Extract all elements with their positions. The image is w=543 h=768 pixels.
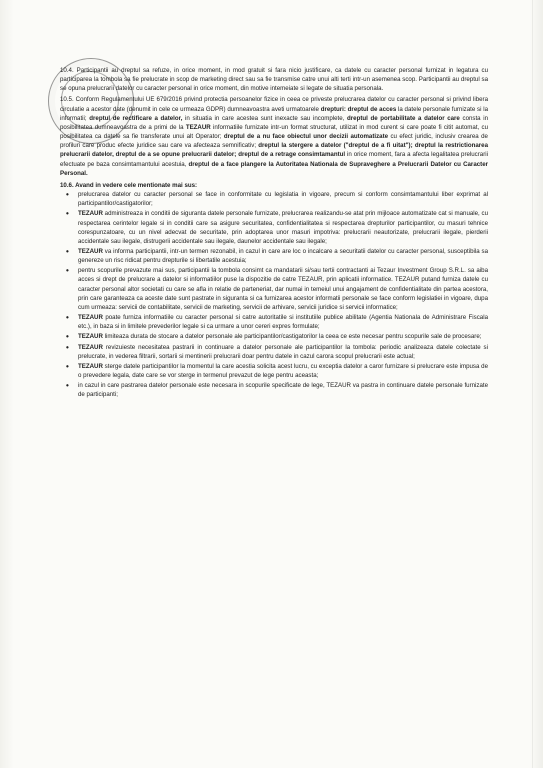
list-item-bold: TEZAUR — [78, 314, 103, 322]
list-item — [78, 266, 488, 312]
list-item — [78, 209, 488, 246]
list-item-bold: TEZAUR — [78, 333, 103, 341]
list-item-text: prelucrarea datelor cu caracter personal se face in conformitate cu legislatia in vigoare, precum si conform consimtamantului liber exprimat al participantilor/castigatorilor; — [78, 191, 488, 208]
page-edge-shadow — [532, 0, 533, 768]
list-item — [78, 381, 488, 399]
list-item-text: poate furniza informatiile cu caracter personal si catre autoritatile si institutiile publice abilitate (Agentia Nationala de Administrare Fiscala etc.), in baza si in limitele prevederilor legale si ca urmare a unor cereri expres formulate; — [78, 314, 488, 331]
list-item — [78, 247, 488, 265]
p10-5-bold-7: dreptul de a face plangere la Autoritatea Nationala de Supraveghere a Prelucrarii Datelor cu Caracter Personal. — [60, 160, 488, 177]
list-item-bold: TEZAUR — [78, 247, 103, 255]
list-item — [78, 190, 488, 208]
p10-5-text-h: in orice moment, fara a afecta legalitatea prelucrarii efectuate pe baza consimtamantului acestuia, — [60, 151, 488, 168]
list-item-bold: TEZAUR — [78, 210, 103, 218]
list-item-bold: TEZAUR — [78, 343, 103, 351]
bullet-list — [60, 190, 488, 399]
paragraph-10-5 — [60, 95, 488, 177]
list-item — [78, 362, 488, 380]
list-item-text: revizuieste necesitatea pastrarii in continuare a datelor personale ale participantilor la tombola: periodic analizeaza datele colectate si prelucrate, in vederea filtrarii, sortarii si mentinerii prelucrarii doar pentru datele in cazul carora scopul prelucrarii este actual; — [78, 343, 488, 360]
list-item — [78, 343, 488, 361]
p10-5-text-e: consta in posibilitatea dumneavoastra de a primi de la — [60, 114, 489, 131]
list-item-bold: TEZAUR — [78, 362, 103, 370]
p10-5-text-c: la datele personale furnizate si la informatii; — [60, 105, 489, 122]
document-body — [60, 66, 488, 400]
list-item-text: administreaza in conditii de siguranta datele personale furnizate, prelucrarea realizandu-se atat prin mijloace automatizate cat si manuale, cu respectarea cerintelor legale si in conditii care sa asigure securitatea, confidentialitatea si respectarea drepturilor participantilor, cu masuri tehnice corespunzatoare, cu un nivel adecvat de securitate, prin adoptarea unor masuri impotriva: prelucrarii neautorizate, prelucrarii ilegale, pierderii accidentale sau ilegale, distrugerii accidentale sau ilegale, daunelor accidentale sau ilegale; — [78, 210, 488, 245]
paragraph-10-6-intro: 10.6. Avand in vedere cele mentionate mai sus: — [60, 181, 198, 189]
p10-5-text-f: informatiile furnizate intr-un format structurat, utilizat in mod curent si care poate fi citit automat, cu posibilitatea ca datele sa fie transferate unui alt Operator; — [60, 123, 488, 141]
p10-5-bold-4: TEZAUR — [185, 123, 211, 131]
list-item-text: pentru scopurile prevazute mai sus, participantii la tombola consimt ca mandatarii si/sau tertii contractanti ai Tezaur Investment Group S.R.L. sa aiba acces si drept de prelucrare a datelor si informatiilor puse la dispozitie de catre TEZAUR, prin aplicatii informatice. TEZAUR putand furniza datele cu caracter personal altor societati cu care se afla in relatie de parteneriat, dar numai in temeiul unui angajament de confidentialitate din partea acestora, prin care garanteaza ca aceste date sunt pastrate in siguranta si ca furnizarea acestor informatii personale se face conform legislatiei in vigoare, dupa cum urmeaza: servicii de contabilitate, servicii de marketing, servicii de arhivare, servicii juridice si servicii informatice; — [78, 267, 488, 311]
list-item-text: va informa participantii, intr-un termen rezonabil, in cazul in care are loc o incalcare a securitatii datelor cu caracter personal, susceptibila sa genereze un risc ridicat pentru drepturile si libertatile acestuia; — [78, 247, 488, 265]
list-item — [78, 332, 488, 341]
p10-5-bold-5: dreptul de a nu face obiectul unor decizii automatizate — [223, 133, 389, 141]
p10-5-bold-1: drepturi: dreptul de acces — [320, 105, 397, 113]
list-item-text: sterge datele participantilor la momentul la care acestia solicita acest lucru, cu exceptia datelor a caror furnizare si prelucrare este impusa de o prevedere legala, date care se vor sterge in termenul prevazut de lege pentru aceasta; — [78, 362, 488, 379]
list-item-text: in cazul in care pastrarea datelor personale este necesara in scopurile specificate de lege, TEZAUR va pastra in continuare datele personale furnizate de participanti; — [78, 382, 488, 399]
p10-5-bold-3: dreptul de portabilitate a datelor care — [347, 114, 460, 122]
p10-5-bold-2: dreptul de rectificare a datelor, — [89, 114, 183, 122]
list-item-text: limiteaza durata de stocare a datelor personale ale participantilor/castigatorilor la ceea ce este necesar pentru scopurile sale de procesare; — [102, 333, 482, 341]
p10-5-text-d: in situatia in care acestea sunt inexacte sau incomplete, — [182, 114, 348, 122]
p10-5-text-g: cu efect juridic, inclusiv crearea de profiluri care produc efecte juridice sau care va afecteaza semnificativ; — [60, 133, 488, 150]
p10-5-text-a: 10.5. Conform Regulamentului UE 679/2016 privind protectia persoanelor fizice in ceea ce priveste prelucrarea datelor cu caracter personal si privind libera circulatie a acestor date (denumit in cele ce urmeaza GDPR) dumneavoastra aveti urmatoarele — [60, 96, 488, 113]
list-item — [78, 313, 488, 331]
paragraph-10-4: 10.4. Participantii au dreptul sa refuze, in orice moment, in mod gratuit si fara nicio justificare, ca datele cu caracter personal furnizat in legatura cu participarea la tombola sa fie prelucrate in scop de marketing direct sau sa fie transmise catre unui alti terti intr-un asemenea scop. Participantii au dreptul sa se opuna prelucrarii datelor cu caracter personal in orice moment, din motive intemeiate si legate de situatia personala. — [60, 67, 488, 93]
p10-5-bold-6: dreptul la stergere a datelor ("dreptul de a fi uitat"); dreptul la restrictionarea prelucrarii datelor, dreptul de a se opune prelucrarii datelor; dreptul de a retrage consimtamantul — [60, 142, 488, 159]
